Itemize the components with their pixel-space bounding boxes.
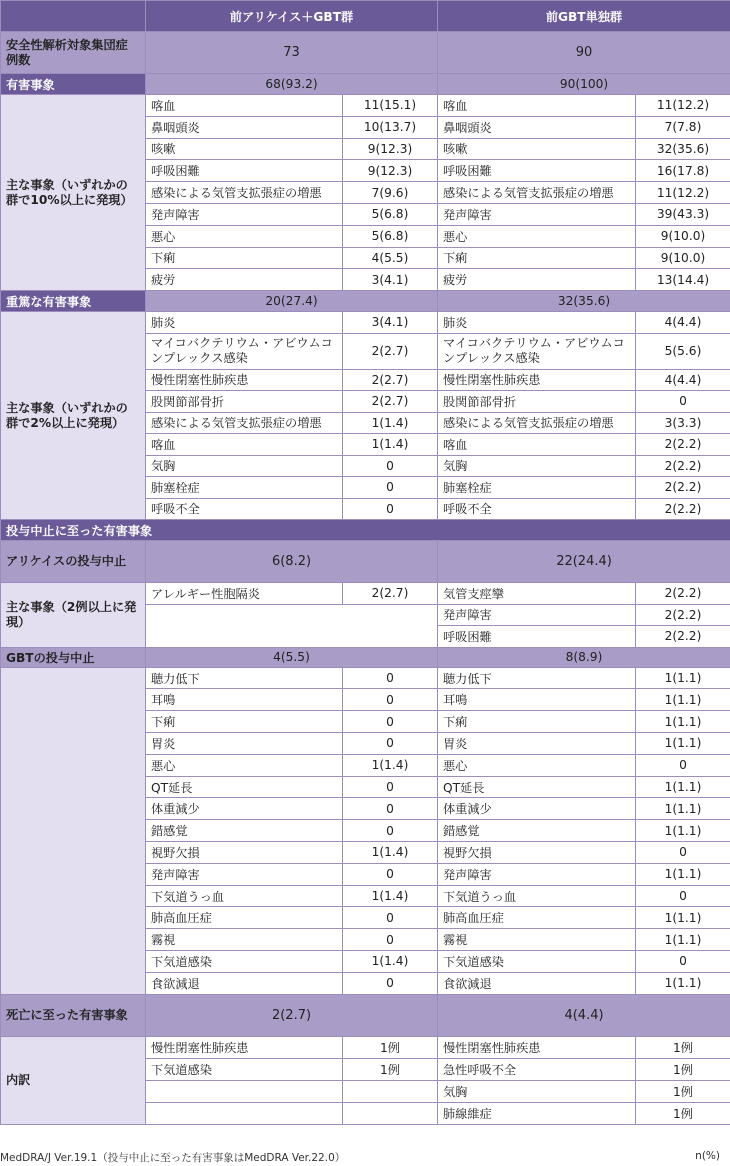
event-value-g2: 16(17.8) (636, 160, 730, 182)
group-label: 主な事象（いずれかの群で10%以上に発現） (1, 95, 146, 291)
event-value-g2: 1例 (636, 1036, 730, 1058)
event-name-g2: 呼吸困難 (438, 160, 636, 182)
event-name-g1: マイコバクテリウム・アビウムコンプレックス感染 (146, 333, 343, 369)
event-value-g1: 0 (343, 689, 438, 711)
event-name-g2: 下気道うっ血 (438, 885, 636, 907)
event-value-g1 (343, 1102, 438, 1124)
event-name-g1: QT延長 (146, 776, 343, 798)
event-value-g1: 0 (343, 667, 438, 689)
event-value-g1: 2(2.7) (343, 333, 438, 369)
event-name-g2: 喀血 (438, 434, 636, 456)
event-value-g2: 4(4.4) (636, 312, 730, 334)
event-name-g2: 慢性閉塞性肺疾患 (438, 369, 636, 391)
event-value-g1: 10(13.7) (343, 116, 438, 138)
section-row (1, 74, 730, 95)
event-name-g1: 聴力低下 (146, 667, 343, 689)
event-value-g1: 0 (343, 907, 438, 929)
event-name-g2: 胃炎 (438, 733, 636, 755)
header-group1: 前アリケイス＋GBT群 (146, 1, 438, 32)
section-total-g1: 2(2.7) (146, 994, 438, 1036)
event-value-g1: 7(9.6) (343, 182, 438, 204)
event-name-g2: 慢性閉塞性肺疾患 (438, 1036, 636, 1058)
event-value-g2: 2(2.2) (636, 626, 730, 648)
group-label: 主な事象（2例以上に発現） (1, 583, 146, 648)
event-name-g1: 感染による気管支拡張症の増悪 (146, 182, 343, 204)
event-name-g1 (146, 1080, 343, 1102)
section-row (1, 291, 730, 312)
section-total-g2: 8(8.9) (438, 647, 730, 667)
event-name-g2: 悪心 (438, 225, 636, 247)
event-value-g1: 9(12.3) (343, 138, 438, 160)
footnote-unit: n(%) (695, 1150, 720, 1162)
event-value-g2: 11(12.2) (636, 95, 730, 117)
event-value-g2: 1(1.1) (636, 863, 730, 885)
event-name-g2: 感染による気管支拡張症の増悪 (438, 182, 636, 204)
event-name-g1: 慢性閉塞性肺疾患 (146, 1036, 343, 1058)
event-value-g2: 1(1.1) (636, 711, 730, 733)
header-blank-cell (1, 1, 146, 32)
event-name-g2: QT延長 (438, 776, 636, 798)
event-name-g2: 肺炎 (438, 312, 636, 334)
event-value-g2: 1(1.1) (636, 798, 730, 820)
event-name-g1: 鼻咽頭炎 (146, 116, 343, 138)
table-row (1, 583, 730, 605)
group-label: 主な事象（いずれかの群で2%以上に発現） (1, 312, 146, 520)
event-name-g2: 下痢 (438, 247, 636, 269)
event-value-g2: 2(2.2) (636, 455, 730, 477)
event-value-g2: 0 (636, 754, 730, 776)
event-name-g1: 霧視 (146, 929, 343, 951)
section-row (1, 647, 730, 667)
event-value-g2: 1例 (636, 1080, 730, 1102)
event-value-g1: 3(4.1) (343, 269, 438, 291)
event-value-g1: 0 (343, 972, 438, 994)
empty-cell (146, 604, 438, 647)
event-name-g2: 下気道感染 (438, 951, 636, 973)
event-name-g2: 喀血 (438, 95, 636, 117)
event-value-g2: 1例 (636, 1058, 730, 1080)
event-value-g2: 39(43.3) (636, 203, 730, 225)
event-name-g1: 耳鳴 (146, 689, 343, 711)
table-row (1, 312, 730, 334)
event-name-g1: 疲労 (146, 269, 343, 291)
section-row (1, 541, 730, 583)
event-value-g1: 1(1.4) (343, 412, 438, 434)
table-row (1, 95, 730, 117)
group-label: 内訳 (1, 1036, 146, 1124)
event-value-g2: 1例 (636, 1102, 730, 1124)
event-value-g1: 1(1.4) (343, 434, 438, 456)
event-name-g2: 体重減少 (438, 798, 636, 820)
event-name-g2: 下痢 (438, 711, 636, 733)
event-value-g2: 5(5.6) (636, 333, 730, 369)
event-value-g1: 0 (343, 477, 438, 499)
section-total-g1: 6(8.2) (146, 541, 438, 583)
event-name-g2: マイコバクテリウム・アビウムコンプレックス感染 (438, 333, 636, 369)
section-row (1, 520, 730, 541)
event-value-g1: 9(12.3) (343, 160, 438, 182)
event-value-g1: 0 (343, 776, 438, 798)
event-name-g2: 疲労 (438, 269, 636, 291)
event-name-g2: 錯感覚 (438, 820, 636, 842)
event-value-g1: 2(2.7) (343, 369, 438, 391)
table-row (1, 667, 730, 689)
section-total-g1: 68(93.2) (146, 74, 438, 95)
event-name-g1: 下気道うっ血 (146, 885, 343, 907)
event-name-g1: 胃炎 (146, 733, 343, 755)
event-name-g1: 視野欠損 (146, 842, 343, 864)
event-value-g2: 9(10.0) (636, 247, 730, 269)
population-g1: 73 (146, 32, 438, 74)
section-label: アリケイスの投与中止 (1, 541, 146, 583)
event-name-g1: 気胸 (146, 455, 343, 477)
section-total-g1: 20(27.4) (146, 291, 438, 312)
event-value-g1: 0 (343, 820, 438, 842)
event-value-g2: 2(2.2) (636, 604, 730, 626)
event-value-g1: 1例 (343, 1036, 438, 1058)
event-name-g1: 呼吸困難 (146, 160, 343, 182)
event-name-g1: 下痢 (146, 247, 343, 269)
event-name-g2: 呼吸困難 (438, 626, 636, 648)
event-name-g2: 呼吸不全 (438, 498, 636, 520)
event-name-g2: 発声障害 (438, 604, 636, 626)
event-value-g1: 3(4.1) (343, 312, 438, 334)
event-name-g1: 喀血 (146, 95, 343, 117)
event-value-g2: 0 (636, 842, 730, 864)
event-value-g2: 1(1.1) (636, 820, 730, 842)
section-total-g2: 90(100) (438, 74, 730, 95)
event-value-g2: 7(7.8) (636, 116, 730, 138)
footnote-meddra: MedDRA/J Ver.19.1（投与中止に至った有害事象はMedDRA Ver.22.0） (0, 1152, 346, 1164)
event-value-g1: 1(1.4) (343, 842, 438, 864)
event-name-g2: 食欲減退 (438, 972, 636, 994)
event-name-g2: 発声障害 (438, 203, 636, 225)
event-name-g2: 悪心 (438, 754, 636, 776)
event-name-g2: 股関節部骨折 (438, 391, 636, 413)
event-name-g2: 気管支痙攣 (438, 583, 636, 605)
event-name-g1: アレルギー性胞隔炎 (146, 583, 343, 605)
event-name-g2: 鼻咽頭炎 (438, 116, 636, 138)
event-name-g1: 股関節部骨折 (146, 391, 343, 413)
section-total-g1: 4(5.5) (146, 647, 438, 667)
table-row (1, 1036, 730, 1058)
event-name-g2: 肺線維症 (438, 1102, 636, 1124)
event-name-g2: 気胸 (438, 455, 636, 477)
event-name-g2: 視野欠損 (438, 842, 636, 864)
event-name-g2: 気胸 (438, 1080, 636, 1102)
event-value-g1: 1例 (343, 1058, 438, 1080)
event-value-g1: 5(6.8) (343, 225, 438, 247)
event-name-g1: 錯感覚 (146, 820, 343, 842)
event-value-g2: 1(1.1) (636, 972, 730, 994)
section-label: 投与中止に至った有害事象 (1, 520, 730, 541)
event-name-g2: 耳鳴 (438, 689, 636, 711)
event-name-g1: 下痢 (146, 711, 343, 733)
event-value-g2: 9(10.0) (636, 225, 730, 247)
event-value-g1: 0 (343, 863, 438, 885)
event-value-g2: 1(1.1) (636, 689, 730, 711)
event-value-g2: 13(14.4) (636, 269, 730, 291)
event-value-g1: 11(15.1) (343, 95, 438, 117)
event-name-g2: 肺塞栓症 (438, 477, 636, 499)
section-label: 有害事象 (1, 74, 146, 95)
event-value-g1: 0 (343, 733, 438, 755)
event-value-g2: 1(1.1) (636, 929, 730, 951)
section-total-g2: 32(35.6) (438, 291, 730, 312)
event-value-g2: 1(1.1) (636, 907, 730, 929)
event-name-g2: 発声障害 (438, 863, 636, 885)
population-g2: 90 (438, 32, 730, 74)
event-name-g1: 喀血 (146, 434, 343, 456)
event-name-g1: 慢性閉塞性肺疾患 (146, 369, 343, 391)
event-value-g1 (343, 1080, 438, 1102)
event-name-g1: 感染による気管支拡張症の増悪 (146, 412, 343, 434)
event-name-g1: 悪心 (146, 754, 343, 776)
event-value-g2: 2(2.2) (636, 477, 730, 499)
population-label: 安全性解析対象集団症例数 (1, 32, 146, 74)
event-value-g1: 0 (343, 498, 438, 520)
event-value-g2: 0 (636, 391, 730, 413)
event-name-g1: 肺塞栓症 (146, 477, 343, 499)
event-name-g2: 感染による気管支拡張症の増悪 (438, 412, 636, 434)
event-name-g2: 咳嗽 (438, 138, 636, 160)
event-name-g1: 肺高血圧症 (146, 907, 343, 929)
event-name-g2: 肺高血圧症 (438, 907, 636, 929)
event-name-g1: 肺炎 (146, 312, 343, 334)
event-name-g1: 下気道感染 (146, 951, 343, 973)
event-value-g2: 1(1.1) (636, 733, 730, 755)
event-name-g2: 霧視 (438, 929, 636, 951)
event-name-g1: 咳嗽 (146, 138, 343, 160)
event-value-g2: 4(4.4) (636, 369, 730, 391)
section-label: GBTの投与中止 (1, 647, 146, 667)
event-value-g1: 0 (343, 455, 438, 477)
event-value-g1: 5(6.8) (343, 203, 438, 225)
event-value-g2: 32(35.6) (636, 138, 730, 160)
event-name-g1: 体重減少 (146, 798, 343, 820)
event-name-g1: 呼吸不全 (146, 498, 343, 520)
group-label-blank (1, 667, 146, 994)
header-group2: 前GBT単独群 (438, 1, 730, 32)
section-label: 重篤な有害事象 (1, 291, 146, 312)
event-value-g2: 2(2.2) (636, 498, 730, 520)
event-name-g1: 発声障害 (146, 203, 343, 225)
event-value-g1: 0 (343, 929, 438, 951)
event-name-g1 (146, 1102, 343, 1124)
header-row (1, 1, 730, 32)
event-name-g2: 聴力低下 (438, 667, 636, 689)
section-row (1, 994, 730, 1036)
event-name-g1: 悪心 (146, 225, 343, 247)
event-value-g1: 4(5.5) (343, 247, 438, 269)
event-value-g2: 1(1.1) (636, 776, 730, 798)
event-value-g2: 2(2.2) (636, 583, 730, 605)
event-value-g1: 1(1.4) (343, 885, 438, 907)
event-value-g1: 2(2.7) (343, 583, 438, 605)
population-row (1, 32, 730, 74)
event-value-g2: 3(3.3) (636, 412, 730, 434)
event-name-g2: 急性呼吸不全 (438, 1058, 636, 1080)
event-value-g2: 0 (636, 951, 730, 973)
section-total-g2: 22(24.4) (438, 541, 730, 583)
event-value-g1: 0 (343, 711, 438, 733)
event-value-g1: 2(2.7) (343, 391, 438, 413)
event-name-g1: 食欲減退 (146, 972, 343, 994)
section-total-g2: 4(4.4) (438, 994, 730, 1036)
section-label: 死亡に至った有害事象 (1, 994, 146, 1036)
event-value-g1: 1(1.4) (343, 754, 438, 776)
event-value-g2: 2(2.2) (636, 434, 730, 456)
event-value-g2: 1(1.1) (636, 667, 730, 689)
event-value-g1: 1(1.4) (343, 951, 438, 973)
event-value-g2: 11(12.2) (636, 182, 730, 204)
event-value-g1: 0 (343, 798, 438, 820)
event-value-g2: 0 (636, 885, 730, 907)
event-name-g1: 下気道感染 (146, 1058, 343, 1080)
event-name-g1: 発声障害 (146, 863, 343, 885)
